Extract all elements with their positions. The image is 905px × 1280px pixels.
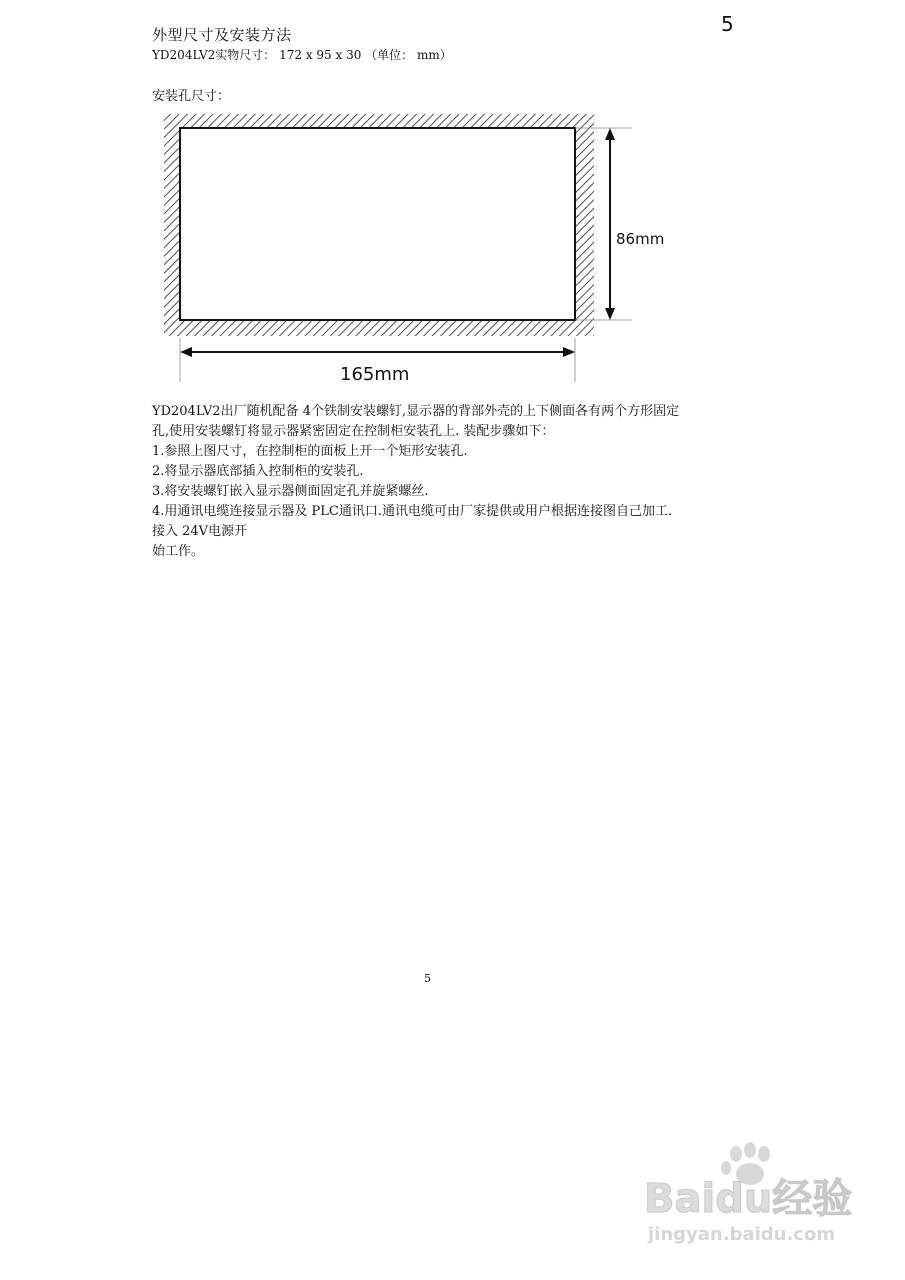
mounting-hole-label: 安装孔尺寸： — [152, 89, 231, 104]
body-line: YD204LV2出厂随机配备 4个铁制安装螺钉,显示器的背部外壳的上下侧面各有两个方形固定 — [152, 404, 680, 419]
page-number-bottom: 5 — [424, 972, 431, 985]
width-label: 165mm — [340, 364, 410, 385]
page-number-top: 5 — [721, 12, 734, 36]
body-line: 孔,使用安装螺钉将显示器紧密固定在控制柜安装孔上. 装配步骤如下： — [152, 424, 555, 439]
body-line: 1.参照上图尺寸，在控制柜的面板上开一个矩形安装孔. — [152, 444, 468, 459]
physical-size-line: YD204LV2实物尺寸： 172 x 95 x 30 （单位： mm） — [152, 48, 452, 62]
body-line: 接入 24V电源开 — [152, 524, 248, 539]
watermark-url: jingyan.baidu.com — [648, 1224, 836, 1245]
body-line: 始工作。 — [152, 544, 205, 559]
body-line: 4.用通讯电缆连接显示器及 PLC通讯口.通讯电缆可由厂家提供或用户根据连接图自己加工. — [152, 504, 673, 519]
mounting-hole-rect — [180, 128, 575, 320]
body-line: 3.将安装螺钉嵌入显示器侧面固定孔并旋紧螺丝. — [152, 484, 429, 499]
baidu-jingyan-watermark — [640, 1140, 870, 1250]
assembly-instructions — [152, 402, 772, 562]
mounting-hole-diagram — [150, 100, 690, 390]
section-title: 外型尺寸及安装方法 — [152, 26, 292, 44]
watermark-brand: Baidu经验 — [644, 1176, 853, 1222]
height-label: 86mm — [616, 230, 665, 248]
body-line: 2.将显示器底部插入控制柜的安装孔. — [152, 464, 364, 479]
